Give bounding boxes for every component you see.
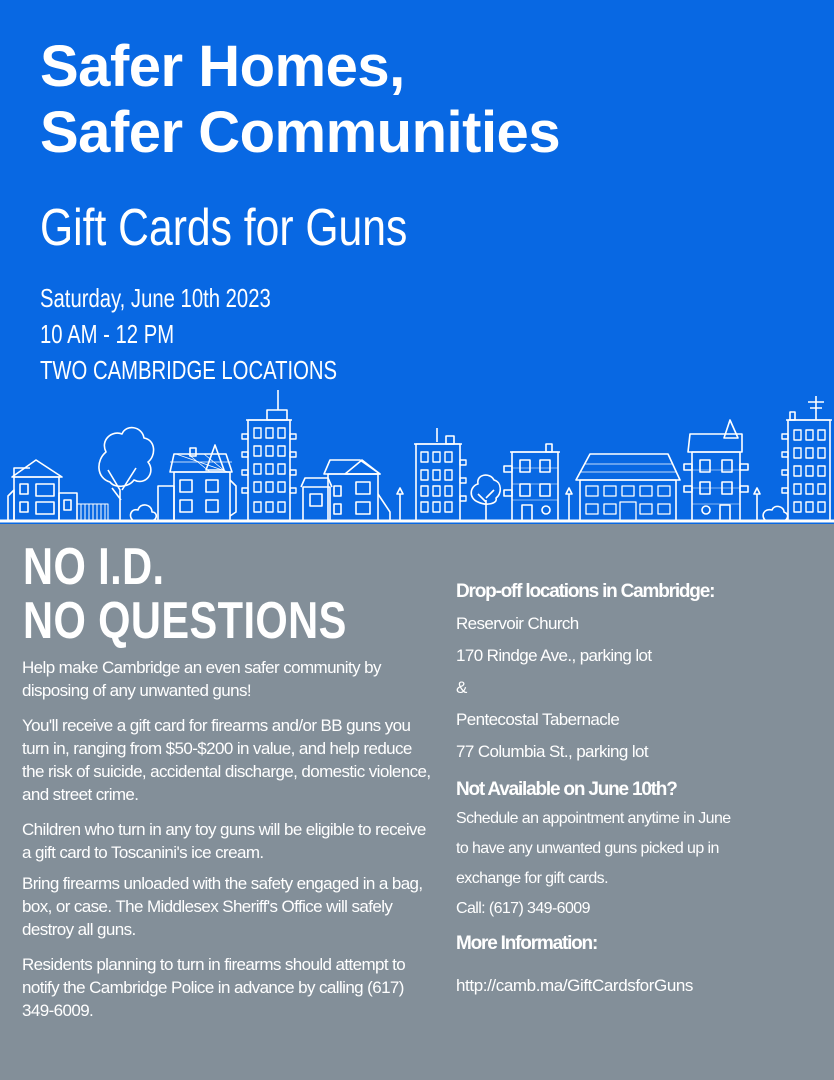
street-lamp-icon <box>566 488 572 521</box>
not-available-line: Schedule an appointment anytime in June <box>456 810 731 827</box>
title-line-2: Safer Communities <box>40 100 561 165</box>
dropoff-heading: Drop-off locations in Cambridge: <box>456 581 715 602</box>
paragraph-children: Children who turn in any toy guns will be eligible to receive a gift card to Toscanini's ice cream. <box>22 820 426 862</box>
dropoff-list <box>456 608 826 768</box>
headline <box>23 540 347 648</box>
paragraph-instructions: Bring firearms unloaded with the safety engaged in a bag, box, or case. The Middlesex Sheriff's Office will safely destroy all guns. <box>22 874 423 939</box>
dropoff-line: 77 Columbia St., parking lot <box>456 742 649 761</box>
headline-line-2: NO QUESTIONS <box>23 592 347 650</box>
right-column <box>456 580 826 996</box>
event-time: 10 AM - 12 PM <box>40 319 175 349</box>
dropoff-line: Pentecostal Tabernacle <box>456 710 620 729</box>
not-available-heading: Not Available on June 10th? <box>456 779 677 800</box>
paragraph-intro: Help make Cambridge an even safer community by disposing of any unwanted guns! <box>22 658 381 700</box>
dropoff-line: & <box>456 678 467 697</box>
street-lamp-icon <box>754 488 760 521</box>
city-skyline-illustration <box>0 390 834 524</box>
tower-building-icon <box>414 428 466 521</box>
more-info-link[interactable]: http://camb.ma/GiftCardsforGuns <box>456 976 694 995</box>
info-section <box>0 524 834 1080</box>
not-available-line: to have any unwanted guns picked up in <box>456 840 719 857</box>
phone-number: Call: (617) 349-6009 <box>456 900 590 917</box>
headline-line-1: NO I.D. <box>23 538 165 596</box>
brick-building-icon <box>504 444 560 521</box>
subtitle: Gift Cards for Guns <box>40 199 408 257</box>
event-date: Saturday, June 10th 2023 <box>40 283 271 313</box>
bush-icon <box>131 505 157 521</box>
brick-building-icon <box>684 420 748 521</box>
dropoff-line: Reservoir Church <box>456 614 579 633</box>
event-locations: TWO CAMBRIDGE LOCATIONS <box>40 355 338 385</box>
street-lamp-icon <box>397 488 403 521</box>
info-paragraphs <box>22 656 432 1034</box>
not-available-list <box>456 804 826 924</box>
event-details <box>40 280 337 388</box>
not-available-line: exchange for gift cards. <box>456 870 608 887</box>
house-icon <box>158 445 236 521</box>
tower-building-icon <box>242 390 296 521</box>
header-section <box>0 0 834 524</box>
more-info-heading: More Information: <box>456 933 598 954</box>
title-line-1: Safer Homes, <box>40 34 405 99</box>
tree-icon <box>471 475 500 521</box>
paragraph-notify-police: Residents planning to turn in firearms should attempt to notify the Cambridge Police in advance by calling (617) 349-6009. <box>22 955 406 1020</box>
dropoff-line: 170 Rindge Ave., parking lot <box>456 646 652 665</box>
page-title <box>40 34 560 166</box>
paragraph-gift-card: You'll receive a gift card for firearms and/or BB guns you turn in, ranging from $50-$200 in value, and help reduce the risk of suicide, accidental discharge, domestic violence, and street crime. <box>22 716 431 804</box>
house-icon <box>8 460 108 521</box>
tower-building-icon <box>782 396 832 521</box>
bush-icon <box>763 506 788 521</box>
house-icon <box>576 454 680 521</box>
tree-icon <box>99 428 154 521</box>
house-icon <box>301 460 390 521</box>
